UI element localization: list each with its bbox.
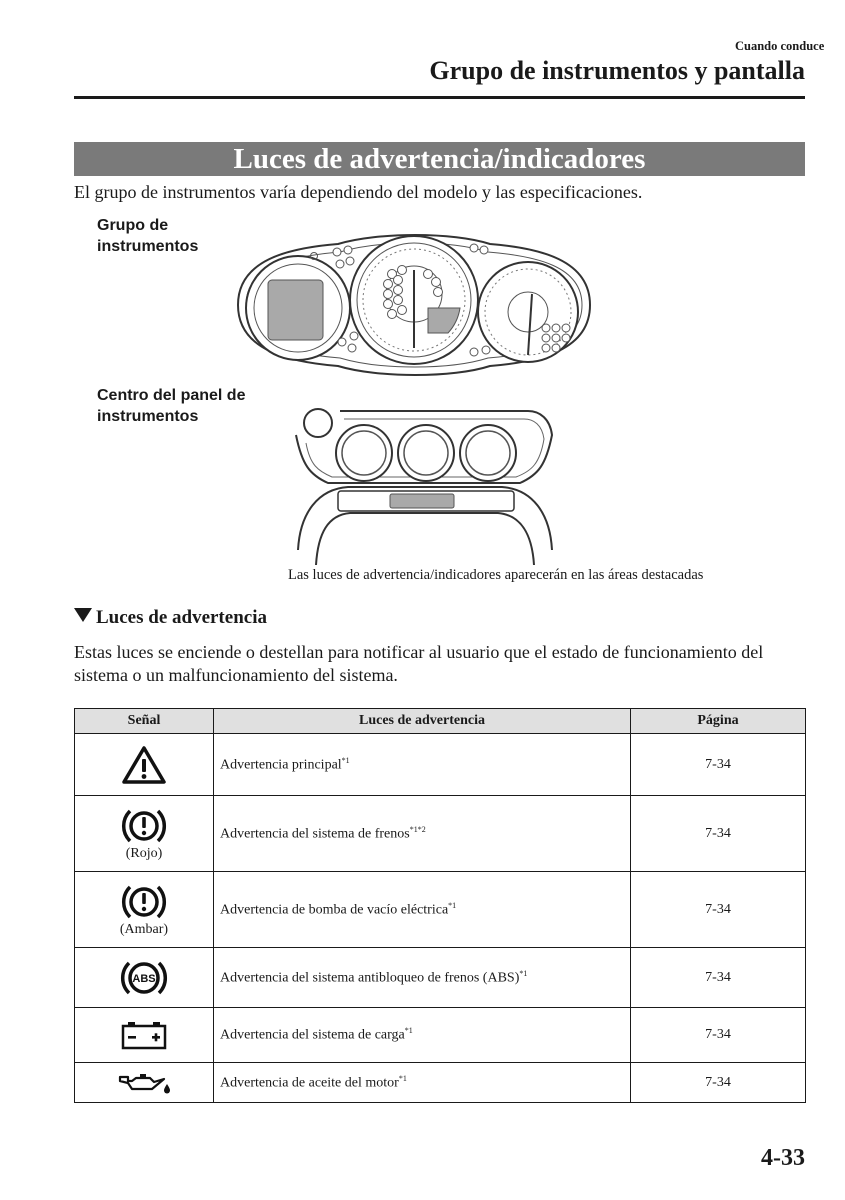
page-cell: 7-34	[631, 948, 806, 1008]
footnote-ref: *1	[448, 900, 457, 910]
table-row	[75, 1063, 806, 1103]
instrument-cluster-illustration	[228, 230, 600, 380]
page-cell: 7-34	[631, 1008, 806, 1063]
footnote-ref: *1	[404, 1026, 413, 1036]
page-number: 4-33	[761, 1145, 805, 1171]
subheading-text: Luces de advertencia	[96, 607, 267, 628]
chapter-title: Grupo de instrumentos y pantalla	[429, 56, 805, 85]
signal-cell	[75, 734, 214, 796]
section-banner: Luces de advertencia/indicadores	[74, 142, 805, 176]
oil-pressure-warning-icon	[116, 1071, 172, 1095]
master-warning-icon	[120, 744, 168, 786]
body-paragraph: Estas luces se enciende o destellan para notificar al usuario que el estado de funcionamiento del sistema o un malfuncionamiento del sistema.	[74, 642, 764, 685]
center-panel-label-line: instrumentos	[97, 408, 199, 425]
color-sublabel: (Ambar)	[119, 921, 169, 937]
cluster-label-line: instrumentos	[97, 238, 199, 255]
footnote-ref: *1	[519, 968, 528, 978]
abs-warning-icon	[118, 958, 170, 998]
warning-lights-table	[74, 708, 806, 1103]
footnote-ref: *1	[341, 755, 350, 765]
table-row	[75, 948, 806, 1008]
subheading	[74, 607, 267, 629]
row-text: Advertencia principal	[220, 757, 342, 773]
column-header-lights: Luces de advertencia	[214, 709, 631, 734]
row-text: Advertencia de bomba de vacío eléctrica	[220, 902, 449, 918]
triangle-bullet-icon	[74, 608, 92, 622]
page-cell: 7-34	[631, 734, 806, 796]
table-row	[75, 872, 806, 948]
description-cell	[214, 734, 631, 796]
cluster-label	[97, 215, 198, 257]
row-text: Advertencia del sistema de frenos	[220, 826, 410, 842]
figure-caption: Las luces de advertencia/indicadores aparecerán en las áreas destacadas	[288, 567, 704, 583]
row-text: Advertencia del sistema de carga	[220, 1027, 405, 1043]
signal-cell	[75, 1063, 214, 1103]
description-cell	[214, 1008, 631, 1063]
footnote-ref: *1	[398, 1073, 407, 1083]
description-cell	[214, 1063, 631, 1103]
signal-cell	[75, 872, 214, 948]
header-rule	[74, 96, 805, 99]
signal-cell	[75, 796, 214, 872]
signal-cell	[75, 948, 214, 1008]
description-cell	[214, 796, 631, 872]
footnote-ref: *1*2	[409, 824, 426, 834]
center-panel-illustration	[288, 405, 560, 570]
brake-warning-icon	[118, 806, 170, 846]
description-cell	[214, 872, 631, 948]
abs-icon-text: ABS	[132, 972, 156, 985]
column-header-page: Página	[631, 709, 806, 734]
cluster-label-line: Grupo de	[97, 217, 169, 234]
battery-charge-warning-icon	[119, 1018, 169, 1052]
center-panel-label	[97, 385, 245, 427]
table-row	[75, 1008, 806, 1063]
description-cell	[214, 948, 631, 1008]
table-row	[75, 796, 806, 872]
intro-text: El grupo de instrumentos varía dependiendo del modelo y las especificaciones.	[74, 182, 643, 202]
page-cell: 7-34	[631, 872, 806, 948]
section-title: Cuando conduce	[735, 39, 825, 53]
page-cell: 7-34	[631, 1063, 806, 1103]
table-header-row	[75, 709, 806, 734]
column-header-signal: Señal	[75, 709, 214, 734]
row-text: Advertencia del sistema antibloqueo de frenos (ABS)	[220, 970, 520, 986]
table-row	[75, 734, 806, 796]
signal-cell	[75, 1008, 214, 1063]
page-cell: 7-34	[631, 796, 806, 872]
vacuum-pump-warning-icon	[118, 882, 170, 922]
color-sublabel: (Rojo)	[125, 845, 163, 861]
row-text: Advertencia de aceite del motor	[220, 1075, 399, 1091]
center-panel-label-line: Centro del panel de	[97, 387, 246, 404]
